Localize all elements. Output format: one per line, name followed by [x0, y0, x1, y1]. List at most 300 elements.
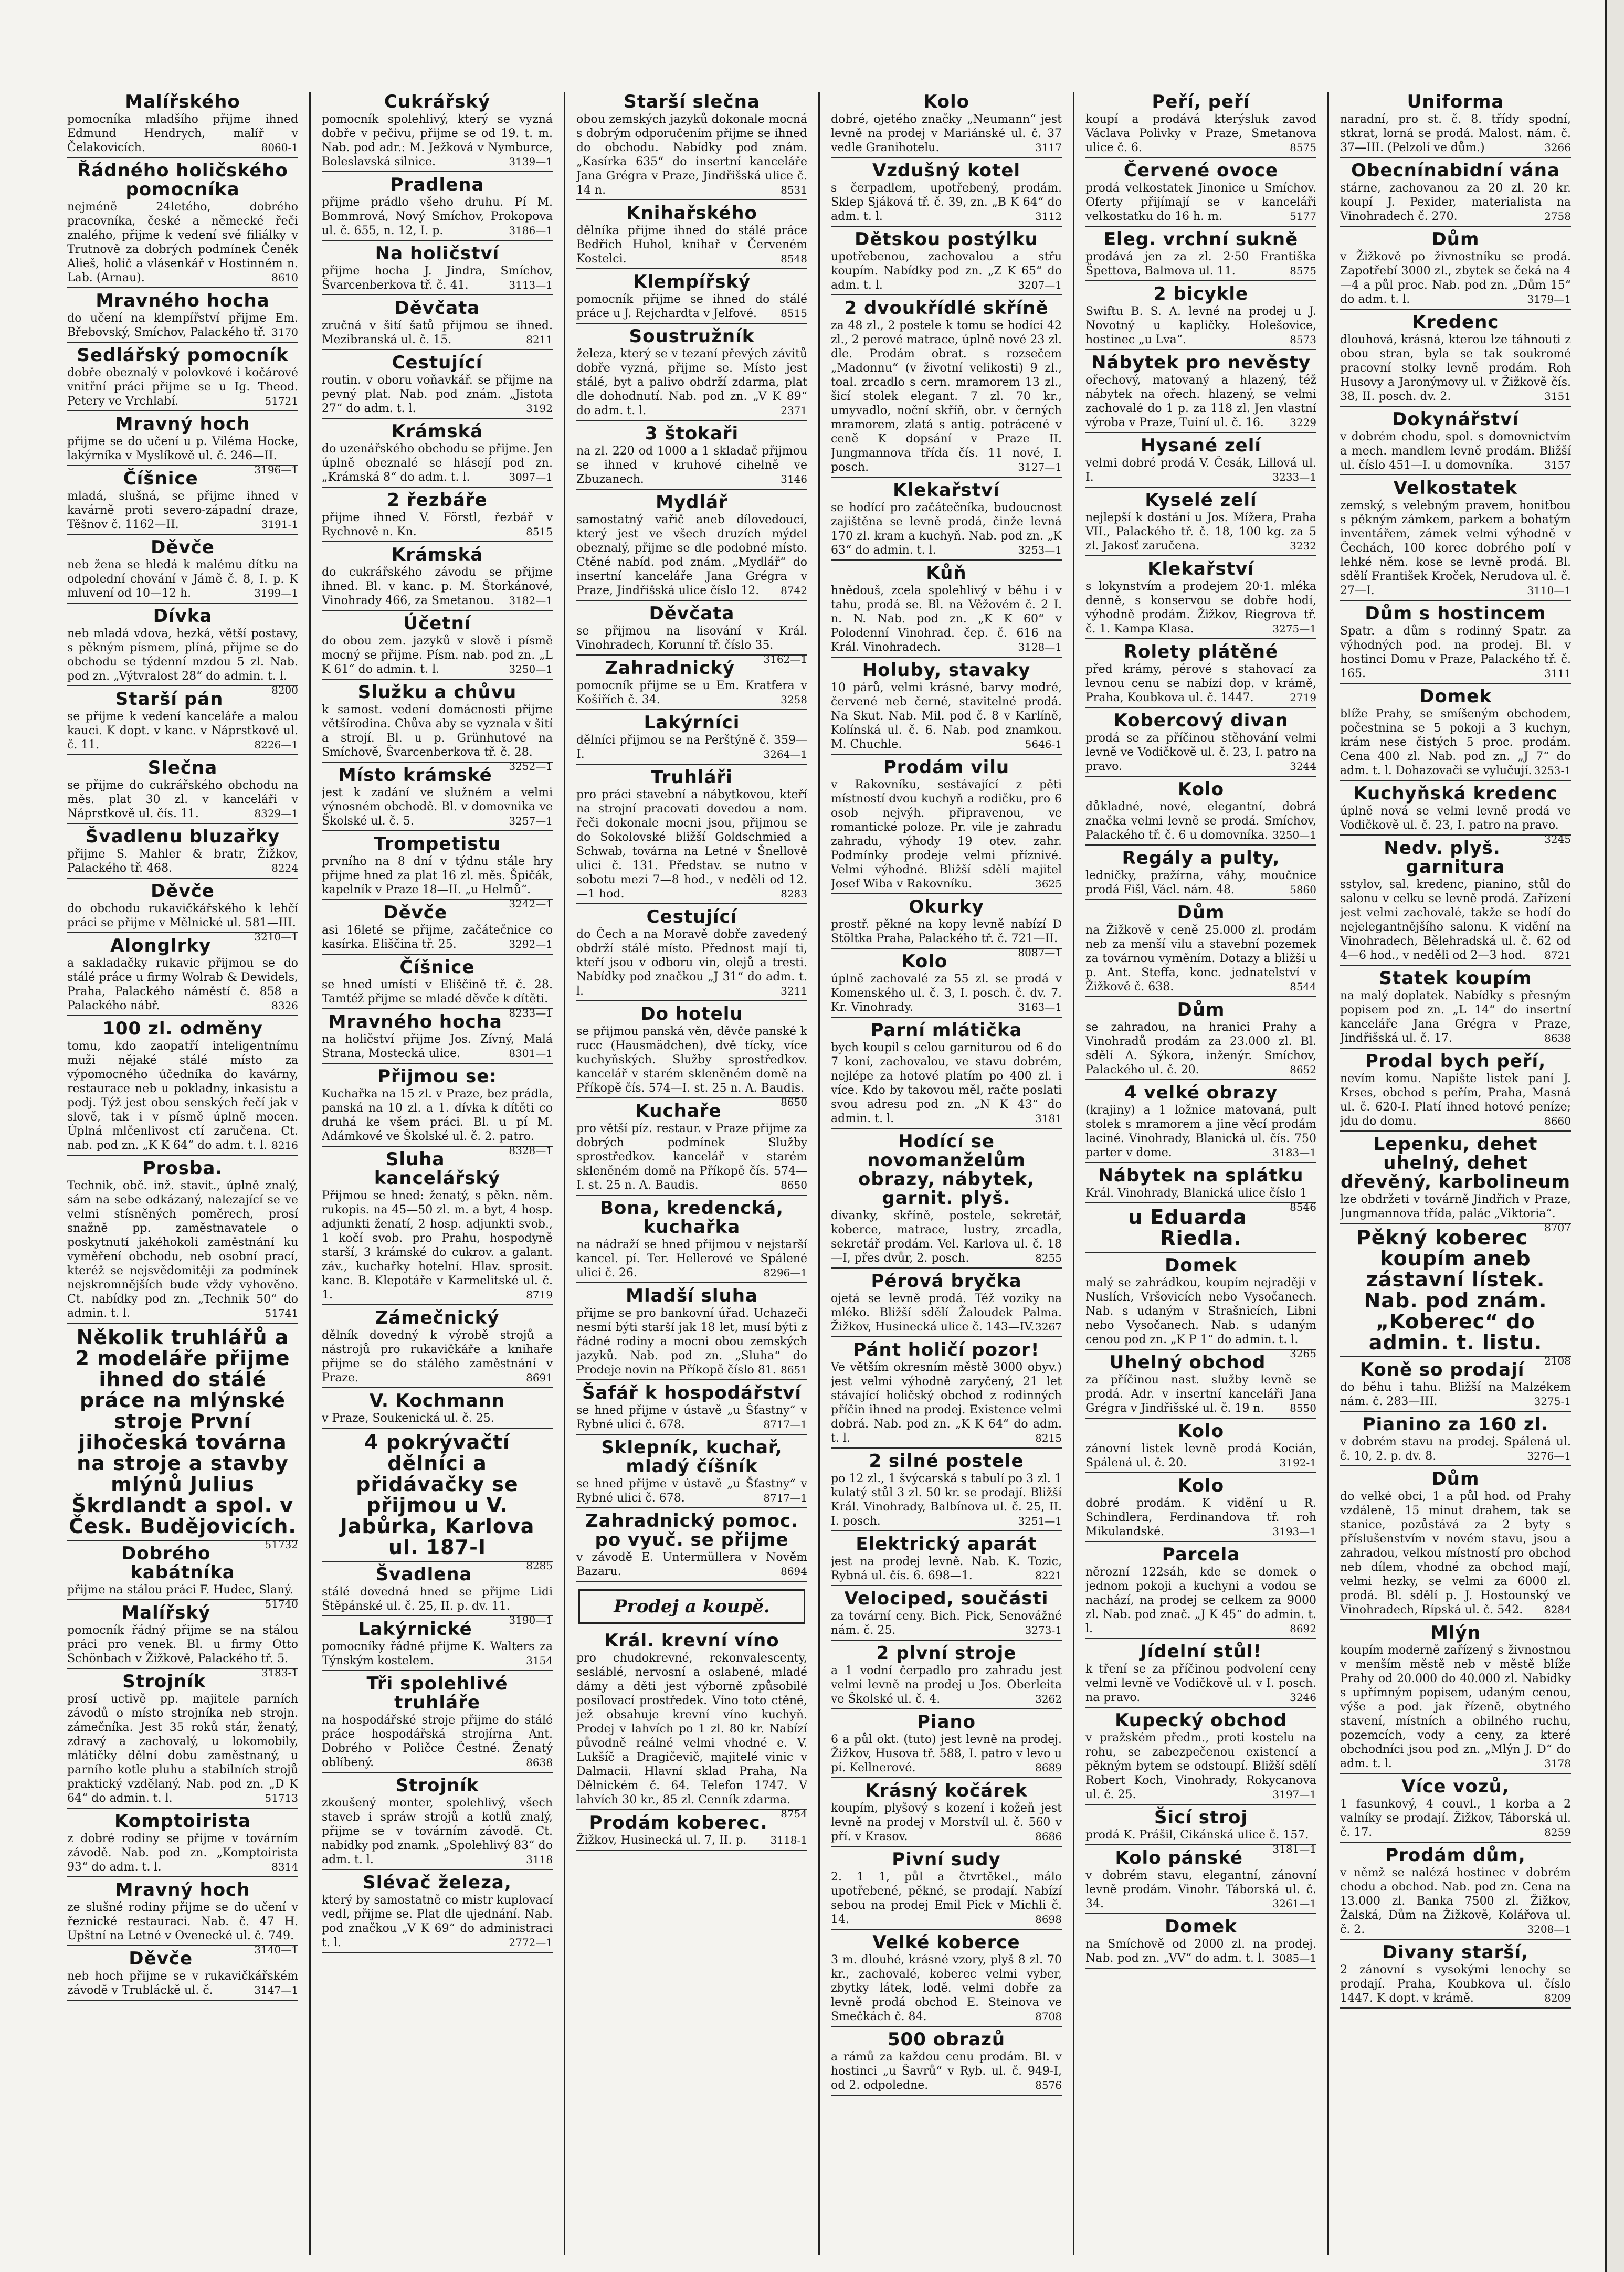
ad-reference-number: 3292—1 [509, 938, 553, 950]
classified-ad [1340, 604, 1571, 684]
ad-body [1340, 1489, 1571, 1617]
ad-text: asi 16leté se přijme, začátečnice co kasírka. Eliščina tř. 25. [322, 924, 553, 951]
ad-body [1340, 333, 1571, 404]
ad-text: zkoušený monter, spolehlivý, všech staveb i spráw strojů a kotlů znalý, přijme se v továrním závodě. Ct. nabídky pod znamk. „Spolehlivý 83“ do adm. t. l. [322, 1797, 553, 1866]
ad-heading: Pěkný koberec koupím aneb zástavní lístek. Nab. pod znám. „Koberec“ do admin. t. listu. [1356, 1226, 1547, 1354]
ad-heading: V. Kochmann [370, 1390, 505, 1411]
classified-ad [1340, 1134, 1571, 1234]
ad-reference-number: 8546 [1290, 1201, 1316, 1213]
ad-text: do uzenářského obchodu se přijme. Jen úplně obeznalé se hlásejí pod zn. „Krámská 8“ do adm. t. l. [322, 442, 553, 484]
ad-text: bych koupil s celou garniturou od 6 do 7 koní, zachovalou, ve stavu dobrém, nejlépe za hotové platím po 400 zl. i více. Kdo by takovou měl, račte poslati svou adresu pod zn. „N K 43“ do admin. t. l. [831, 1041, 1062, 1125]
ad-heading: Lepenku, dehet uhelný, dehet dřevěný, karbolineum [1340, 1134, 1571, 1192]
ad-body [1085, 1020, 1316, 1077]
ad-body [1340, 1192, 1571, 1234]
ad-body [1340, 250, 1571, 307]
ad-text: se hodící pro začátečníka, budoucnost zajištěna se levně prodá, činže levná 170 zl. kram a kuchyň. Nab. pod zn. „K 63“ do admin. t. l. [831, 501, 1062, 557]
ad-text: blíže Prahy, se smíšeným obchodem, počestnina se 5 pokoji a 3 kuchyn, krám nese čistých 5 proc. prodám. Cena 400 zl. Nab. pod zn. „J 7“ do adm. t. l. Dohazovači se vylučují. [1340, 707, 1571, 777]
ad-text: lze obdržeti v továrně Jindřich v Praze, Jungmannova třída, palác „Viktoria“. [1340, 1193, 1571, 1220]
ad-reference-number: 3208—1 [1527, 1923, 1571, 1936]
ad-body [67, 847, 298, 875]
ad-reference-number: 2758 [1544, 210, 1571, 223]
ad-reference-number: 8209 [1544, 1992, 1571, 2004]
classified-ad [322, 957, 553, 1019]
ad-body [67, 489, 298, 532]
ad-body [67, 112, 298, 155]
ad-heading: Několik truhlářů a 2 modeláře přijme ihned do stálé práce na mlýnské stroje První jihočeská továrna na stroje a stavby mlýnů Julius Škrdlandt a spol. v Česk. Budějovicích. [69, 1326, 297, 1538]
ad-body [1340, 804, 1571, 846]
ad-text: v dobrém stavu, elegantní, zánovní levně prodám. Vinohr. Táborská ul. č. 34. [1085, 1869, 1316, 1910]
ad-reference-number: 8691 [526, 1371, 553, 1384]
classified-ad [576, 1438, 807, 1508]
ad-heading: Mydlář [656, 492, 728, 513]
ad-reference-number: 3262 [1035, 1693, 1062, 1705]
classified-ad [831, 564, 1062, 658]
ad-text: v Rakovníku, sestávající z pěti místností dvou kuchyň a rodičku, pro 6 osob nejvýh. připravenou, ve romantické poloze. Pr. vile je zahradu zahradu, výhody 19 otev. zahr. Podmínky prodeje velmi příznivé. Velmi výhodné. Bližší sdělí majitel Josef Wiba v Rakovníku. [831, 778, 1062, 891]
ad-text: naradní, pro st. č. 8. třídy spodní, stkrat, lorná se prodá. Malost. nám. č. 37—III. (Pelzolí ve dům.) [1340, 113, 1571, 154]
classified-ad [67, 1019, 298, 1156]
classified-ad [576, 713, 807, 765]
ad-body [1340, 707, 1571, 778]
ad-heading: Kolo [923, 92, 970, 112]
ad-heading: Kyselé zelí [1145, 490, 1257, 511]
ad-reference-number: 8259 [1544, 1826, 1571, 1838]
ad-text: zánovní listek levně prodá Kocián, Spálená ul. č. 20. [1085, 1442, 1316, 1470]
ad-reference-number: 8314 [271, 1861, 298, 1873]
ad-reference-number: 3210—1 [254, 931, 298, 943]
ad-text: koupím, plyšový s kození i kožeň jest levně na prodej v Morstvíl ul. č. 560 v pří. v Krasov. [831, 1802, 1062, 1843]
ad-text: se přijme do cukrářského obchodu na měs. plat 30 zl. v kanceláři v Náprstkově ul. čís. 11. [67, 779, 298, 820]
ad-reference-number: 3170 [271, 326, 298, 339]
ad-body [1340, 1380, 1571, 1409]
ad-text: mladá, slušná, se přijme ihned v kavárně proti severo-západní draze, Těšnov č. 1162—II. [67, 490, 298, 531]
ad-body [67, 1179, 298, 1320]
ad-body [831, 778, 1062, 891]
ad-reference-number: 8721 [1544, 949, 1571, 961]
ad-reference-number: 8610 [271, 271, 298, 284]
classified-ad [831, 1713, 1062, 1778]
ad-reference-number: 3190—1 [509, 1614, 553, 1626]
ad-body [322, 1796, 553, 1867]
ad-text: nevím komu. Napište listek paní J. Krses, obchod s peřím, Praha, Masná ul. č. 620-I. Platí ihned hotové peníze; jdu do domu. [1340, 1072, 1571, 1128]
ad-body [1340, 499, 1571, 598]
ad-body [1085, 662, 1316, 705]
ad-reference-number: 8224 [271, 862, 298, 874]
ad-reference-number: 8328—1 [509, 1144, 553, 1157]
ad-reference-number: 8296—1 [763, 1266, 807, 1279]
ad-body [67, 1039, 298, 1153]
ad-body [67, 1832, 298, 1874]
classified-ad [831, 1021, 1062, 1129]
ad-reference-number: 3192 [526, 402, 553, 415]
classified-ad [67, 1672, 298, 1809]
ad-body [322, 978, 553, 1019]
classified-ad [67, 758, 298, 824]
column-rule [818, 92, 820, 2255]
ad-reference-number: 3257—1 [509, 815, 553, 827]
ad-reference-number: 3264—1 [763, 748, 807, 760]
ad-text: neb hoch přijme se v rukavičkářském závodě v Trubláckě ul. č. [67, 1970, 298, 1997]
classified-ad [322, 92, 553, 172]
ad-heading: Kolo [901, 951, 948, 972]
ad-text: přijme na stálou práci F. Hudec, Slaný. [67, 1583, 293, 1597]
ad-heading: Služku a chůvu [357, 682, 517, 703]
ad-body [1085, 1868, 1316, 1911]
classified-ad [322, 353, 553, 419]
ad-text: nejlepší k dostání u Jos. Mížera, Praha VII., Palackého tř. č. 18, 100 kg. za 5 zl. Jakosť zaručena. [1085, 511, 1316, 553]
ad-heading: Rolety plátěné [1123, 641, 1279, 662]
ad-heading: Dům [1177, 999, 1225, 1020]
ad-text: neb žena se hledá k malému dítku na odpolední chování v Jámě č. 8, I. p. K mluvení od 10—12 h. [67, 558, 298, 600]
ad-heading: Piano [916, 1711, 976, 1732]
classified-ad [831, 661, 1062, 755]
ad-text: pro práci stavební a nábytkovou, kteří na strojní pracovati dovedou a nom. řeči dokonale mocni jsou, přijmou se do Sokolovské bližší Goldschmied a Schwab, továrna na Letné v Šnellově ulici č. 131. Představ. se nutno v sobotu mezi 7—8 hod., v neděli od 12.—1 hod. [576, 788, 807, 901]
ad-reference-number: 3275—1 [1272, 622, 1316, 635]
ad-body [322, 634, 553, 677]
ad-body [67, 558, 298, 600]
ad-body [1340, 1643, 1571, 1771]
classified-ad [322, 1873, 553, 1953]
ad-text: dobré, ojetého značky „Neumann“ jest levně na prodej v Mariánské ul. č. 37 vedle Granihotelu. [831, 113, 1062, 154]
ad-body [322, 1032, 553, 1061]
ad-body [67, 1623, 298, 1679]
ad-reference-number: 8573 [1290, 333, 1316, 346]
ad-heading: Koně so prodají [1359, 1359, 1525, 1380]
ad-heading: Kuchaře [635, 1101, 722, 1122]
classified-ad [1085, 1917, 1316, 1969]
ad-body [1085, 800, 1316, 842]
ad-body [1340, 1866, 1571, 1937]
ad-reference-number: 8544 [1290, 980, 1316, 993]
ad-heading: Číšnice [123, 468, 198, 489]
ad-text: pomocníky řádné přijme K. Walters za Týnským kostelem. [322, 1640, 553, 1667]
ad-text: jest na prodej levně. Nab. K. Tozic, Rybná ul. čís. 6. 698—1. [831, 1555, 1062, 1582]
ad-heading: Pánt holičí pozor! [853, 1339, 1040, 1360]
classified-ad [1340, 1052, 1571, 1132]
ad-text: na Smíchově od 2000 zl. na prodej. Nab. pod zn. „VV“ do adm. t. l. [1085, 1938, 1316, 1965]
classified-ad [67, 881, 298, 943]
ad-body [322, 1087, 553, 1157]
ad-reference-number: 8650 [781, 1096, 807, 1108]
ad-body [831, 1472, 1062, 1528]
ad-text: Přijmou se hned: ženatý, s pěkn. něm. rukopis. na 45—50 zl. m. a byt, 4 hosp. adjunkti ženatí, 2 hosp. adjunkti svob., 1 kočí svob. pro Prahu, hospodyně starší, 3 krámské do cukrov. a galant. záv., kuchařky hotelní. Hlav. sprosit. kanc. B. Klepotáře v Karmelitské ul. č. 1. [322, 1189, 553, 1302]
ad-heading: Mravného hocha [96, 290, 270, 311]
ad-text: dělníka přijme ihned do stálé práce Bedřich Huhol, knihař v Červeném Kostelci. [576, 224, 807, 266]
ad-body [1340, 1435, 1571, 1463]
ad-heading: Divany starší, [1382, 1942, 1529, 1963]
ad-text: neb mladá vdova, hezká, větší postavy, s pěkným písmem, plíná, přijme se do obchodu se týdenní mzdou 5 zl. Nab. pod zn. „Výtvralost 28“ do admin. t. l. [67, 627, 298, 683]
ad-reference-number: 2371 [781, 404, 807, 417]
ad-heading: Malířský [121, 1602, 211, 1623]
ad-heading: Cukrářský [384, 92, 491, 112]
classified-ad [322, 1674, 553, 1773]
ad-body [831, 584, 1062, 654]
page-edge-rule [1605, 0, 1607, 2272]
ad-heading: Domek [1419, 686, 1492, 707]
ad-body [1085, 1103, 1316, 1160]
ad-text: a 1 vodní čerpadlo pro zahradu jest velmi levně na prodej u Jos. Oberleita ve Školské ul. č. 4. [831, 1664, 1062, 1706]
classified-ad [322, 545, 553, 611]
classified-ad [831, 299, 1062, 478]
ad-reference-number: 8717—1 [763, 1418, 807, 1431]
ad-reference-number: 3179—1 [1527, 293, 1571, 305]
ad-reference-number: 3146 [781, 473, 807, 485]
ad-body [1085, 250, 1316, 278]
ad-reference-number: 3625 [1035, 878, 1062, 890]
ad-reference-number: 3151 [1544, 390, 1571, 403]
ad-body [1085, 511, 1316, 553]
classified-ad [1085, 1807, 1316, 1855]
ad-text: ojetá se levně prodá. Též voziky na mléko. Bližší sdělí Žaloudek Palma. Žižkov, Husinecká ulice č. 143—IV. [831, 1292, 1062, 1334]
ad-body [831, 1360, 1062, 1445]
ad-reference-number: 3253-1 [1534, 764, 1571, 777]
ad-text: prosí uctivě pp. majitele parních závodů o místo strojníka neb strojn. zámečníka. Jest 35 roků stár, ženatý, zdravý a zachovalý, u lokomobily, mlátičky dělní dobu zaměstnaný, u parního kotle pluhu a stabilních strojů praktický vzdělaný. Nab. pod zn. „D K 64“ do admin. t. l. [67, 1693, 298, 1805]
ad-reference-number: 5860 [1290, 883, 1316, 896]
ad-text: hnědouš, zcela spolehlivý v běhu i v tahu, prodá se. Bl. na Věžovém č. 2 I. n. N. Nab. pod zn. „K K 60“ v Polodenní Vinohrad. čep. č. 616 na Král. Vinohradech. [831, 584, 1062, 654]
ad-text: nejméně 24letého, dobrého pracovníka, české a německé řeči znalého, přijme k vedení své filiálky v Trutnově za dobrých podmínek Čeněk Alieš, holič a vlásenkář v Hostinném n. Lab. (Arnau). [67, 200, 298, 284]
column-5 [1085, 92, 1316, 2255]
classified-ad [576, 272, 807, 324]
ad-heading: Prosba. [142, 1158, 223, 1179]
ad-text: na malý doplatek. Nabídky s přesným popisem pod zn. „L 14“ do insertní kanceláře Jana Grégra v Praze, Jindřišská ul. č. 17. [1340, 989, 1571, 1045]
ad-reference-number: 8742 [781, 584, 807, 597]
ad-reference-number: 3250—1 [1272, 829, 1316, 841]
ad-reference-number: 3267 [1035, 1320, 1062, 1333]
ad-reference-number: 3111 [1544, 667, 1571, 680]
classified-ad [1085, 491, 1316, 556]
classified-ad [1085, 903, 1316, 997]
ad-body [67, 778, 298, 821]
ad-reference-number: 8638 [1544, 1032, 1571, 1044]
ad-reference-number: 8708 [1035, 2010, 1062, 2023]
classified-ad [1085, 161, 1316, 227]
classified-ad [831, 92, 1062, 158]
ad-heading: Řádného holičského pomocníka [77, 160, 288, 200]
classified-ad [831, 896, 1062, 959]
ad-body [1340, 1797, 1571, 1840]
classified-ad [576, 204, 807, 269]
ad-text: na zl. 220 od 1000 a 1 skladač přijmou se ihned v kruhové cihelně ve Zbuzanech. [576, 445, 807, 486]
ad-reference-number: 3178 [1544, 1757, 1571, 1770]
ad-reference-number: 8638 [526, 1756, 553, 1769]
ad-heading: Velkostatek [1393, 478, 1518, 499]
ad-body [831, 112, 1062, 155]
ad-body [576, 1651, 807, 1820]
ad-reference-number: 8200 [271, 684, 298, 696]
ad-text: na nádraží se hned přijmou v nejstarší kancel. pí. Ter. Hellerové ve Spálené ulici č. 26. [576, 1238, 807, 1280]
ad-body [322, 112, 553, 169]
page-margin [1606, 0, 1624, 2272]
ad-body [67, 956, 298, 1013]
ad-reference-number: 8216 [271, 1139, 298, 1151]
classified-ad [67, 161, 298, 288]
ad-heading: Dětskou postýlku [855, 229, 1038, 250]
ad-body [576, 112, 807, 197]
ad-heading: Švadlenu bluzařky [85, 826, 280, 847]
column-rule [1327, 92, 1329, 2255]
ad-text: koupí a prodává kterýsluk zavod Václava Polivky v Praze, Smetanova ulice č. 6. [1085, 113, 1316, 154]
classified-ad [1085, 780, 1316, 846]
ad-reference-number: 3186—1 [509, 224, 553, 237]
ad-body [1085, 1496, 1316, 1539]
ad-body [1085, 1276, 1316, 1360]
ad-text: na hospodářské stroje přijme do stálé práce hospodářská strojírna Ant. Dobrého v Poličce Čestné. Ženatý oblíbený. [322, 1714, 553, 1769]
classified-ad [1085, 1255, 1316, 1360]
ad-reference-number: 51741 [265, 1307, 298, 1319]
ad-heading: Velké koberce [872, 1932, 1020, 1953]
ad-body [576, 1024, 807, 1108]
ad-heading: Děvče [151, 537, 215, 558]
ad-text: Kuchařka na 15 zl. v Praze, bez prádla, panská na 10 zl. a 1. dívka k dítěti co druhá ke všem práci. Bl. u pí M. Adámkové ve Školské ul. č. 2. patro. [322, 1087, 553, 1143]
ad-heading: Domek [1165, 1255, 1237, 1276]
ad-text: dobře obeznalý v polovkové i kočárové vnitřní práci přijme se u Ig. Theod. Petery ve Vrchlabí. [67, 366, 298, 408]
ad-text: malý se zahrádkou, koupím nejraději v Nuslích, Vršovicích nebo Vysočanech. Nab. s udaným v Strašnicích, Libni nebo Vysočanech. Nab. s udaným cenou pod zn. „K P 1“ do admin. t. l. [1085, 1276, 1316, 1346]
classified-ad [322, 614, 553, 680]
ad-reference-number: 8652 [1290, 1063, 1316, 1076]
ad-body [576, 1238, 807, 1280]
ad-heading: Lakýrníci [644, 712, 740, 733]
classified-ad [831, 1535, 1062, 1586]
ad-text: v Praze, Soukenická ul. č. 25. [322, 1412, 494, 1425]
ad-heading: Šafář k hospodářství [582, 1382, 802, 1403]
ad-text: s čerpadlem, upotřebený, prodám. Sklep Sjáková tř. č. 39, zn. „B K 64“ do adm. t. l. [831, 182, 1062, 223]
ad-reference-number: 8692 [1290, 1622, 1316, 1635]
ad-body [322, 703, 553, 773]
ad-heading: Dům [1431, 229, 1480, 250]
ad-text: 2. 1 1, půl a čtvrtěkel., málo upotřebené, pěkné, se prodají. Nabízí sebou na prodej Emil Pick v Michli č. 14. [831, 1871, 1062, 1926]
ad-heading: 3 štokaři [645, 423, 739, 444]
ad-text: za 48 zl., 2 postele k tomu se hodící 42 zl., 2 perové matrace, úplně nové 23 zl. dle. Prodám obrat. s rozsečem „Madonnu“ (v životní velikosti) 9 zl., toal. zrcadlo s cern. mramorem 13 zl., šicí stolek elegant. 7 zl. 70 kr., umyvadlo, noční skříň, obr. v černých mramorem, zlatá s antig. potrácené v ceně K dopsání v Praze II. Jungmannova třída čís. 11 nové, I. posch. [831, 319, 1062, 474]
ad-text: do obou zem. jazyků v slově i písmě mocný se přijme. Písm. nab. pod zn. „L K 61“ do admin. t. l. [322, 635, 553, 676]
classified-ad [322, 1776, 553, 1870]
ad-reference-number: 3128—1 [1018, 641, 1062, 653]
classified-ad [1085, 353, 1316, 433]
ad-reference-number: 8698 [1035, 1913, 1062, 1926]
ad-heading: Dokynářství [1392, 409, 1519, 430]
classified-ad [576, 327, 807, 421]
ad-body [1085, 373, 1316, 430]
classified-ad [1085, 1642, 1316, 1708]
ad-heading: Holuby, stavaky [862, 660, 1031, 681]
classified-ad [1085, 1000, 1316, 1080]
ad-body [322, 1640, 553, 1668]
classified-ad [67, 1812, 298, 1877]
ad-heading: Hodící se novomanželům obrazy, nábytek, garnit. plyš. [858, 1131, 1035, 1209]
ad-heading: Dobrého kabátníka [121, 1543, 235, 1583]
ad-heading: Přijmou se: [377, 1066, 497, 1087]
ad-body [831, 2050, 1062, 2093]
ad-heading: Mravný hoch [115, 414, 250, 435]
ad-text: koupím moderně zařízený s živnostnou v menším městě neb v městě blíže Prahy od 20.000 do 40.000 zl. Nabídky s upřímným popisem, udaným cenou, výše a pod. jak řízeně, obytného stavení, místních a obilného ruchu, pozemcích, vody a ceny, za které obchodníci jsou pod zn. „Mlýn J. D“ do adm. t. l. [1340, 1644, 1571, 1770]
ad-body [831, 1870, 1062, 1927]
ad-heading: Parní mlátička [870, 1020, 1022, 1041]
ad-text: ze slušné rodiny přijme se do učení v řeznické restauraci. Nab. č. 47 H. Upštní na Letné v Ovenecké ul. č. 749. [67, 1901, 298, 1942]
classified-ad [67, 827, 298, 879]
classified-ad [1340, 1470, 1571, 1620]
classified-ad [831, 1132, 1062, 1269]
column-rule [564, 92, 565, 2255]
ad-heading: Více vozů, [1401, 1776, 1510, 1797]
ad-reference-number: 8548 [781, 252, 807, 265]
ad-reference-number: 3110—1 [1527, 584, 1571, 597]
ad-reference-number: 2108 [1544, 1355, 1571, 1367]
classified-ad [1085, 1848, 1316, 1914]
ad-heading: Nábytek na splátku [1098, 1165, 1304, 1186]
ad-text: k samost. vedení domácnosti přijme většírodina. Chůva aby se vyznala v šití a strojí. Bl. u p. Grünhutové na Smíchově, Švarcenberkova tř. č. 28. [322, 703, 553, 759]
ad-reference-number: 3140—1 [254, 1943, 298, 1956]
ad-body [322, 264, 553, 292]
ad-heading: Zahradnický [605, 658, 735, 679]
ad-body [831, 1209, 1062, 1265]
ad-body [322, 511, 553, 539]
ad-body [1085, 1828, 1316, 1855]
ad-reference-number: 3162—1 [763, 653, 807, 665]
ad-body [1085, 304, 1316, 347]
ad-text: úplně zachovalé za 55 zl. se prodá v Komenského ul. č. 3, I. posch. č. dv. 7. Kr. Vinohrady. [831, 973, 1062, 1014]
ad-heading: Mravný hoch [115, 1879, 250, 1900]
ad-reference-number: 8575 [1290, 265, 1316, 277]
ad-text: před krámy, pérové s stahovací za levnou cenu se nabízí dop. v krámě, Praha, Koubkova ul. č. 1447. [1085, 663, 1316, 704]
ad-reference-number: 3233—1 [1272, 471, 1316, 483]
classified-ad [576, 1813, 807, 1851]
ad-heading: Kolo [1177, 1421, 1225, 1442]
ad-body [831, 917, 1062, 959]
ad-text: a sakladačky rukavic přijmou se do stálé práce u firmy Wolrab & Dewidels, Praha, Palackého náměstí č. 858 a Palackého nábř. [67, 957, 298, 1012]
classified-ad [67, 1879, 298, 1956]
classified-ad [67, 1602, 298, 1679]
ad-text: za příčinou nast. služby levně se prodá. Adr. v insertní kanceláři Jana Grégra v Jindřišské ul. č. 19 n. [1085, 1373, 1316, 1415]
ad-body [1085, 1731, 1316, 1802]
ad-heading: Trompetistu [373, 833, 501, 854]
classified-ad [831, 2030, 1062, 2096]
classified-ad [322, 244, 553, 295]
ad-body [67, 366, 298, 408]
classified-ad [322, 766, 553, 831]
ad-body [576, 347, 807, 418]
ad-reference-number: 3246 [1290, 1691, 1316, 1704]
ad-heading: Prodám dům, [1385, 1845, 1526, 1866]
ad-reference-number: 3118-1 [770, 1834, 807, 1846]
ad-text: zemský, s velebným pravem, honitbou s pěkným zámkem, parkem a bohatým inventářem, zámek velmi výhodně v Čechách, 100 korec dobrého polí v lehké něm. kose se levně prodá. Bl. sdělí František Kroček, Nerudova ul. č. 27—I. [1340, 499, 1571, 597]
ad-heading: Prodám koberec. [589, 1812, 768, 1833]
newspaper-classifieds-page [67, 92, 1579, 2255]
ad-text: zručná v šití šatů přijmou se ihned. Mezibranská ul. č. 15. [322, 319, 553, 346]
classified-ad [576, 1630, 807, 1820]
ad-text: přijme S. Mahler & bratr, Žižkov, Palackého tř. 468. [67, 848, 298, 875]
ad-heading: Do hotelu [640, 1003, 743, 1024]
ad-body [1085, 112, 1316, 155]
classified-ad [1340, 969, 1571, 1049]
ad-heading: Prodám vilu [883, 757, 1010, 778]
ad-reference-number: 3117 [1035, 141, 1062, 154]
ad-body [1085, 1186, 1316, 1213]
ad-reference-number: 3273-1 [1025, 1624, 1062, 1636]
ad-reference-number: 3211 [781, 985, 807, 997]
ad-heading: Prodal bych peří, [1365, 1051, 1546, 1072]
ad-text: k tření se za příčinou podvolení ceny velmi levně ve Vodičkově ul. v I. posch. na pravo. [1085, 1663, 1316, 1704]
ad-heading: Strojník [122, 1671, 206, 1692]
ad-text: pomocník řádný přijme se na stálou práci pro venek. Bl. u firmy Otto Schönbach v Žižkově, Palackého tř. 5. [67, 1624, 298, 1665]
ad-body [1340, 624, 1571, 681]
classified-ad [1085, 849, 1316, 900]
ad-body [576, 788, 807, 901]
ad-reference-number: 8575 [1290, 141, 1316, 154]
ad-heading: Dům s hostincem [1365, 603, 1546, 624]
ad-reference-number: 8060-1 [261, 141, 298, 154]
ad-text: prodává jen za zl. 2·50 Františka Špettova, Balmova ul. 11. [1085, 250, 1316, 278]
classified-ad [576, 1286, 807, 1380]
classified-ad [1085, 1207, 1316, 1253]
ad-heading: Elektrický aparát [856, 1534, 1037, 1555]
